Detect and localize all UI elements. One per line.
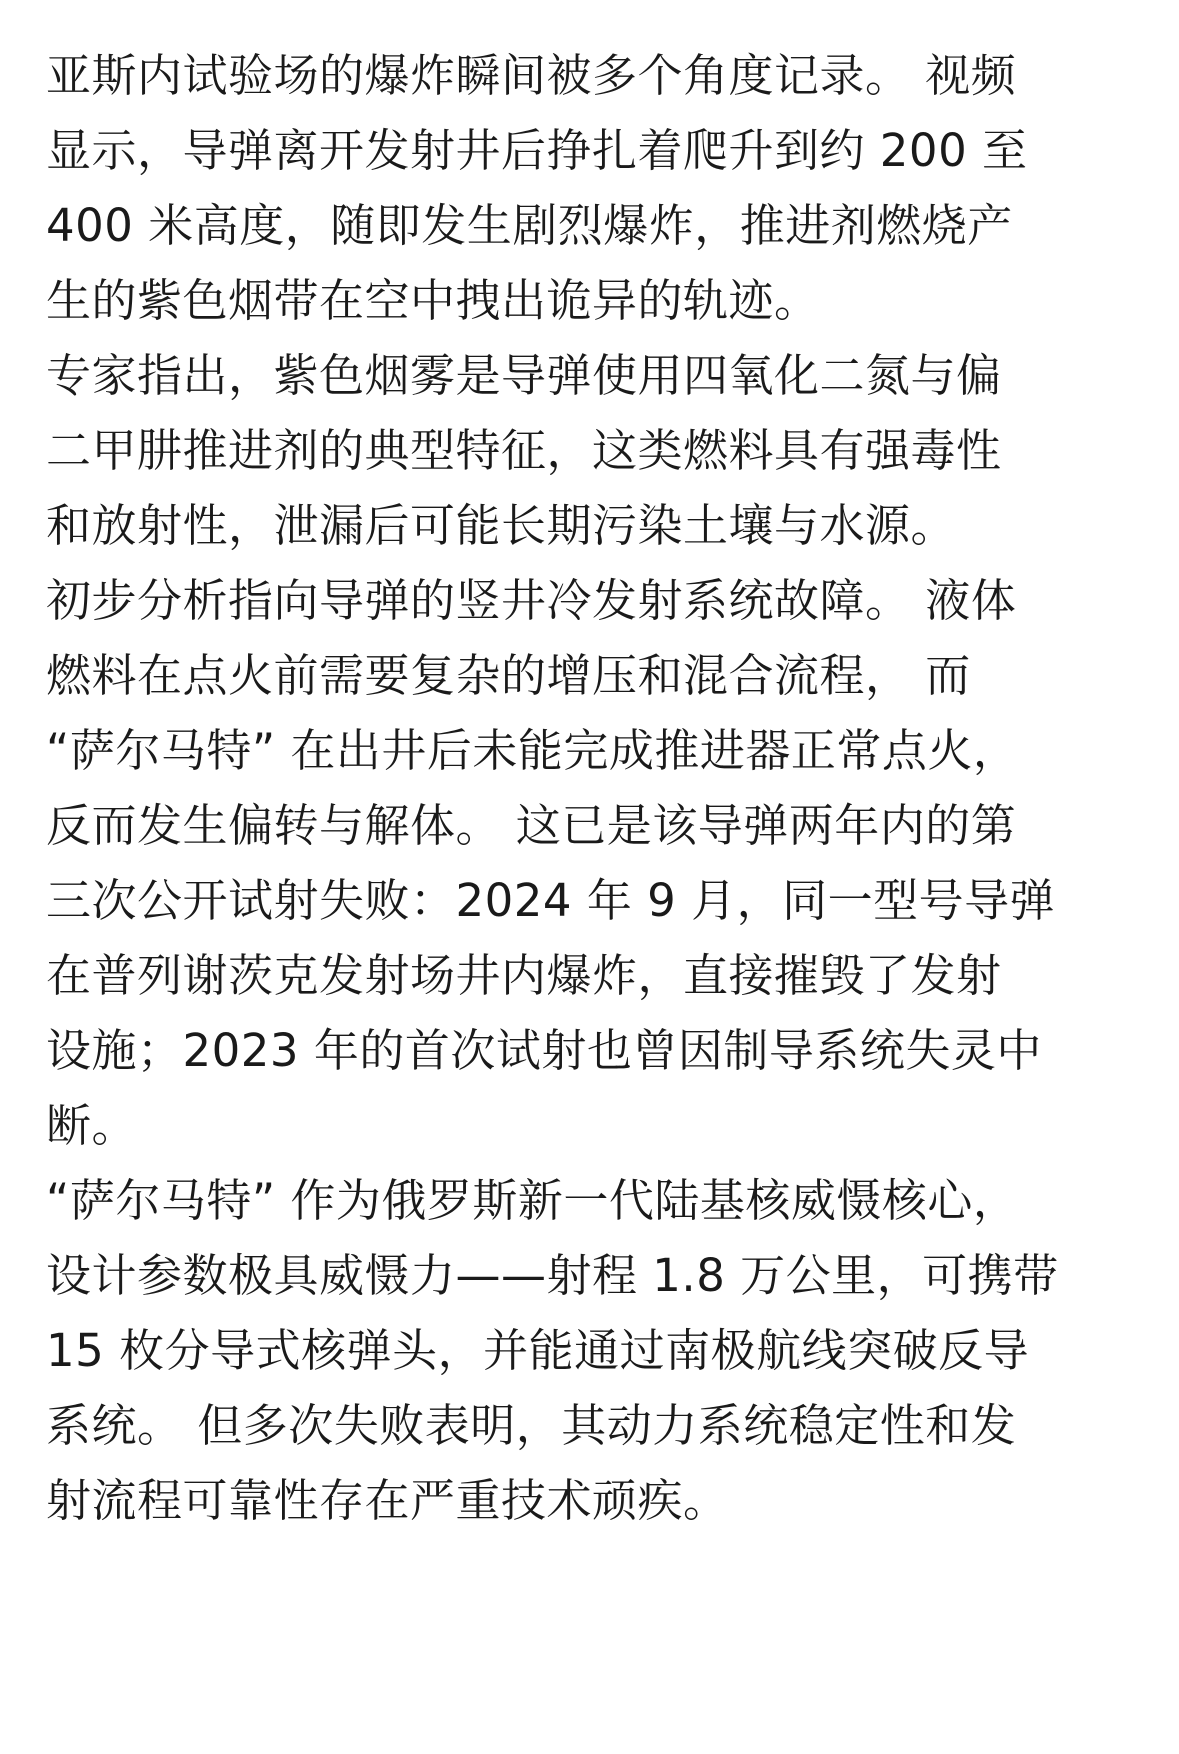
text-line: 燃料在点火前需要复杂的增压和混合流程， 而 bbox=[46, 649, 971, 702]
text-line: 15 枚分导式核弹头，并能通过南极航线突破反导 bbox=[46, 1324, 1030, 1377]
text-line: 专家指出，紫色烟雾是导弹使用四氧化二氮与偏 bbox=[46, 349, 1002, 402]
text-line: 400 米高度，随即发生剧烈爆炸，推进剂燃烧产 bbox=[46, 199, 1013, 252]
text-line: 显示，导弹离开发射井后挣扎着爬升到约 200 至 bbox=[46, 124, 1028, 177]
article-body bbox=[46, 38, 1146, 1538]
text-line: 亚斯内试验场的爆炸瞬间被多个角度记录。 视频 bbox=[46, 49, 1017, 102]
text-line: 二甲肼推进剂的典型特征，这类燃料具有强毒性 bbox=[46, 424, 1002, 477]
text-line: 反而发生偏转与解体。 这已是该导弹两年内的第 bbox=[46, 799, 1017, 852]
text-line: “萨尔马特” 在出井后未能完成推进器正常点火， bbox=[46, 724, 1019, 777]
text-line: 生的紫色烟带在空中拽出诡异的轨迹。 bbox=[46, 274, 820, 327]
text-line: 射流程可靠性存在严重技术顽疾。 bbox=[46, 1474, 729, 1527]
text-line: 在普列谢茨克发射场井内爆炸，直接摧毁了发射 bbox=[46, 949, 1002, 1002]
text-line: 断。 bbox=[46, 1099, 138, 1152]
text-line: 和放射性，泄漏后可能长期污染土壤与水源。 bbox=[46, 499, 957, 552]
text-line: 设计参数极具威慑力——射程 1.8 万公里，可携带 bbox=[46, 1249, 1059, 1302]
text-line: 设施；2023 年的首次试射也曾因制导系统失灵中 bbox=[46, 1024, 1042, 1077]
text-line: 系统。 但多次失败表明，其动力系统稳定性和发 bbox=[46, 1399, 1017, 1452]
text-line: 初步分析指向导弹的竖井冷发射系统故障。 液体 bbox=[46, 574, 1017, 627]
text-line: 三次公开试射失败：2024 年 9 月，同一型号导弹 bbox=[46, 874, 1056, 927]
text-line: “萨尔马特” 作为俄罗斯新一代陆基核威慑核心， bbox=[46, 1174, 1019, 1227]
